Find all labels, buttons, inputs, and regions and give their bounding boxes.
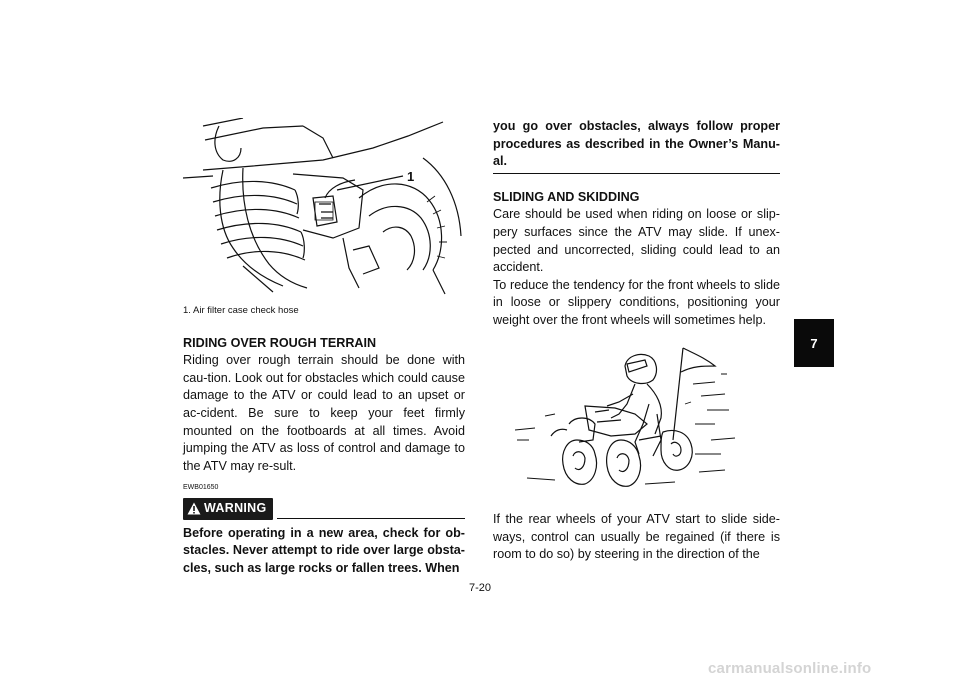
warning-end-rule bbox=[493, 173, 780, 174]
air-filter-hose-illustration bbox=[183, 118, 465, 296]
right-column bbox=[493, 118, 780, 564]
rough-terrain-body: Riding over rough terrain should be done with cau-tion. Look out for obstacles which could cause damage to the ATV or could lead to an upset or ac-cident. Be sure to keep your feet firmly mounted on the footboards at all times. Avoid jumping the ATV as loss of control and damage to the ATV may re-sult. bbox=[183, 353, 465, 473]
warning-header bbox=[183, 498, 465, 520]
warning-rule bbox=[277, 518, 465, 519]
atv-rider-figure bbox=[515, 344, 780, 500]
page-number: 7-20 bbox=[469, 582, 492, 594]
sliding-body-3: If the rear wheels of your ATV start to slide side-ways, control can usually be regained (if there is room to do so) by steering in the direction of the bbox=[493, 512, 780, 562]
section-title-sliding: SLIDING AND SKIDDING bbox=[493, 189, 640, 204]
warning-label: WARNING bbox=[204, 500, 267, 515]
warning-text: Before operating in a new area, check for ob-stacles. Never attempt to ride over large obsta-cles, such as large rocks or fallen trees. When bbox=[183, 525, 465, 575]
section-title-rough-terrain: RIDING OVER ROUGH TERRAIN bbox=[183, 335, 377, 350]
sliding-body-1: Care should be used when riding on loose or slip-pery surfaces since the ATV may slide. If unex-pected and uncorrected, sliding could lead to an accident. bbox=[493, 207, 780, 275]
figure-caption: 1. Air filter case check hose bbox=[183, 305, 299, 316]
warning-text-continued: you go over obstacles, always follow proper procedures as described in the Owner’s Manu-al. bbox=[493, 119, 780, 169]
atv-rider-illustration bbox=[515, 344, 745, 494]
air-filter-hose-figure bbox=[183, 118, 465, 296]
sliding-body-2: To reduce the tendency for the front wheels to slide in loose or slippery conditions, positioning your weight over the front wheels will sometimes help. bbox=[493, 277, 780, 327]
warning-triangle-icon bbox=[187, 502, 201, 515]
warning-badge bbox=[183, 498, 273, 520]
watermark: carmanualsonline.info bbox=[708, 660, 872, 677]
chapter-tab: 7 bbox=[794, 319, 834, 367]
figure-callout-number: 1 bbox=[407, 169, 415, 184]
warning-code: EWB01650 bbox=[183, 484, 219, 492]
left-column bbox=[183, 118, 465, 577]
